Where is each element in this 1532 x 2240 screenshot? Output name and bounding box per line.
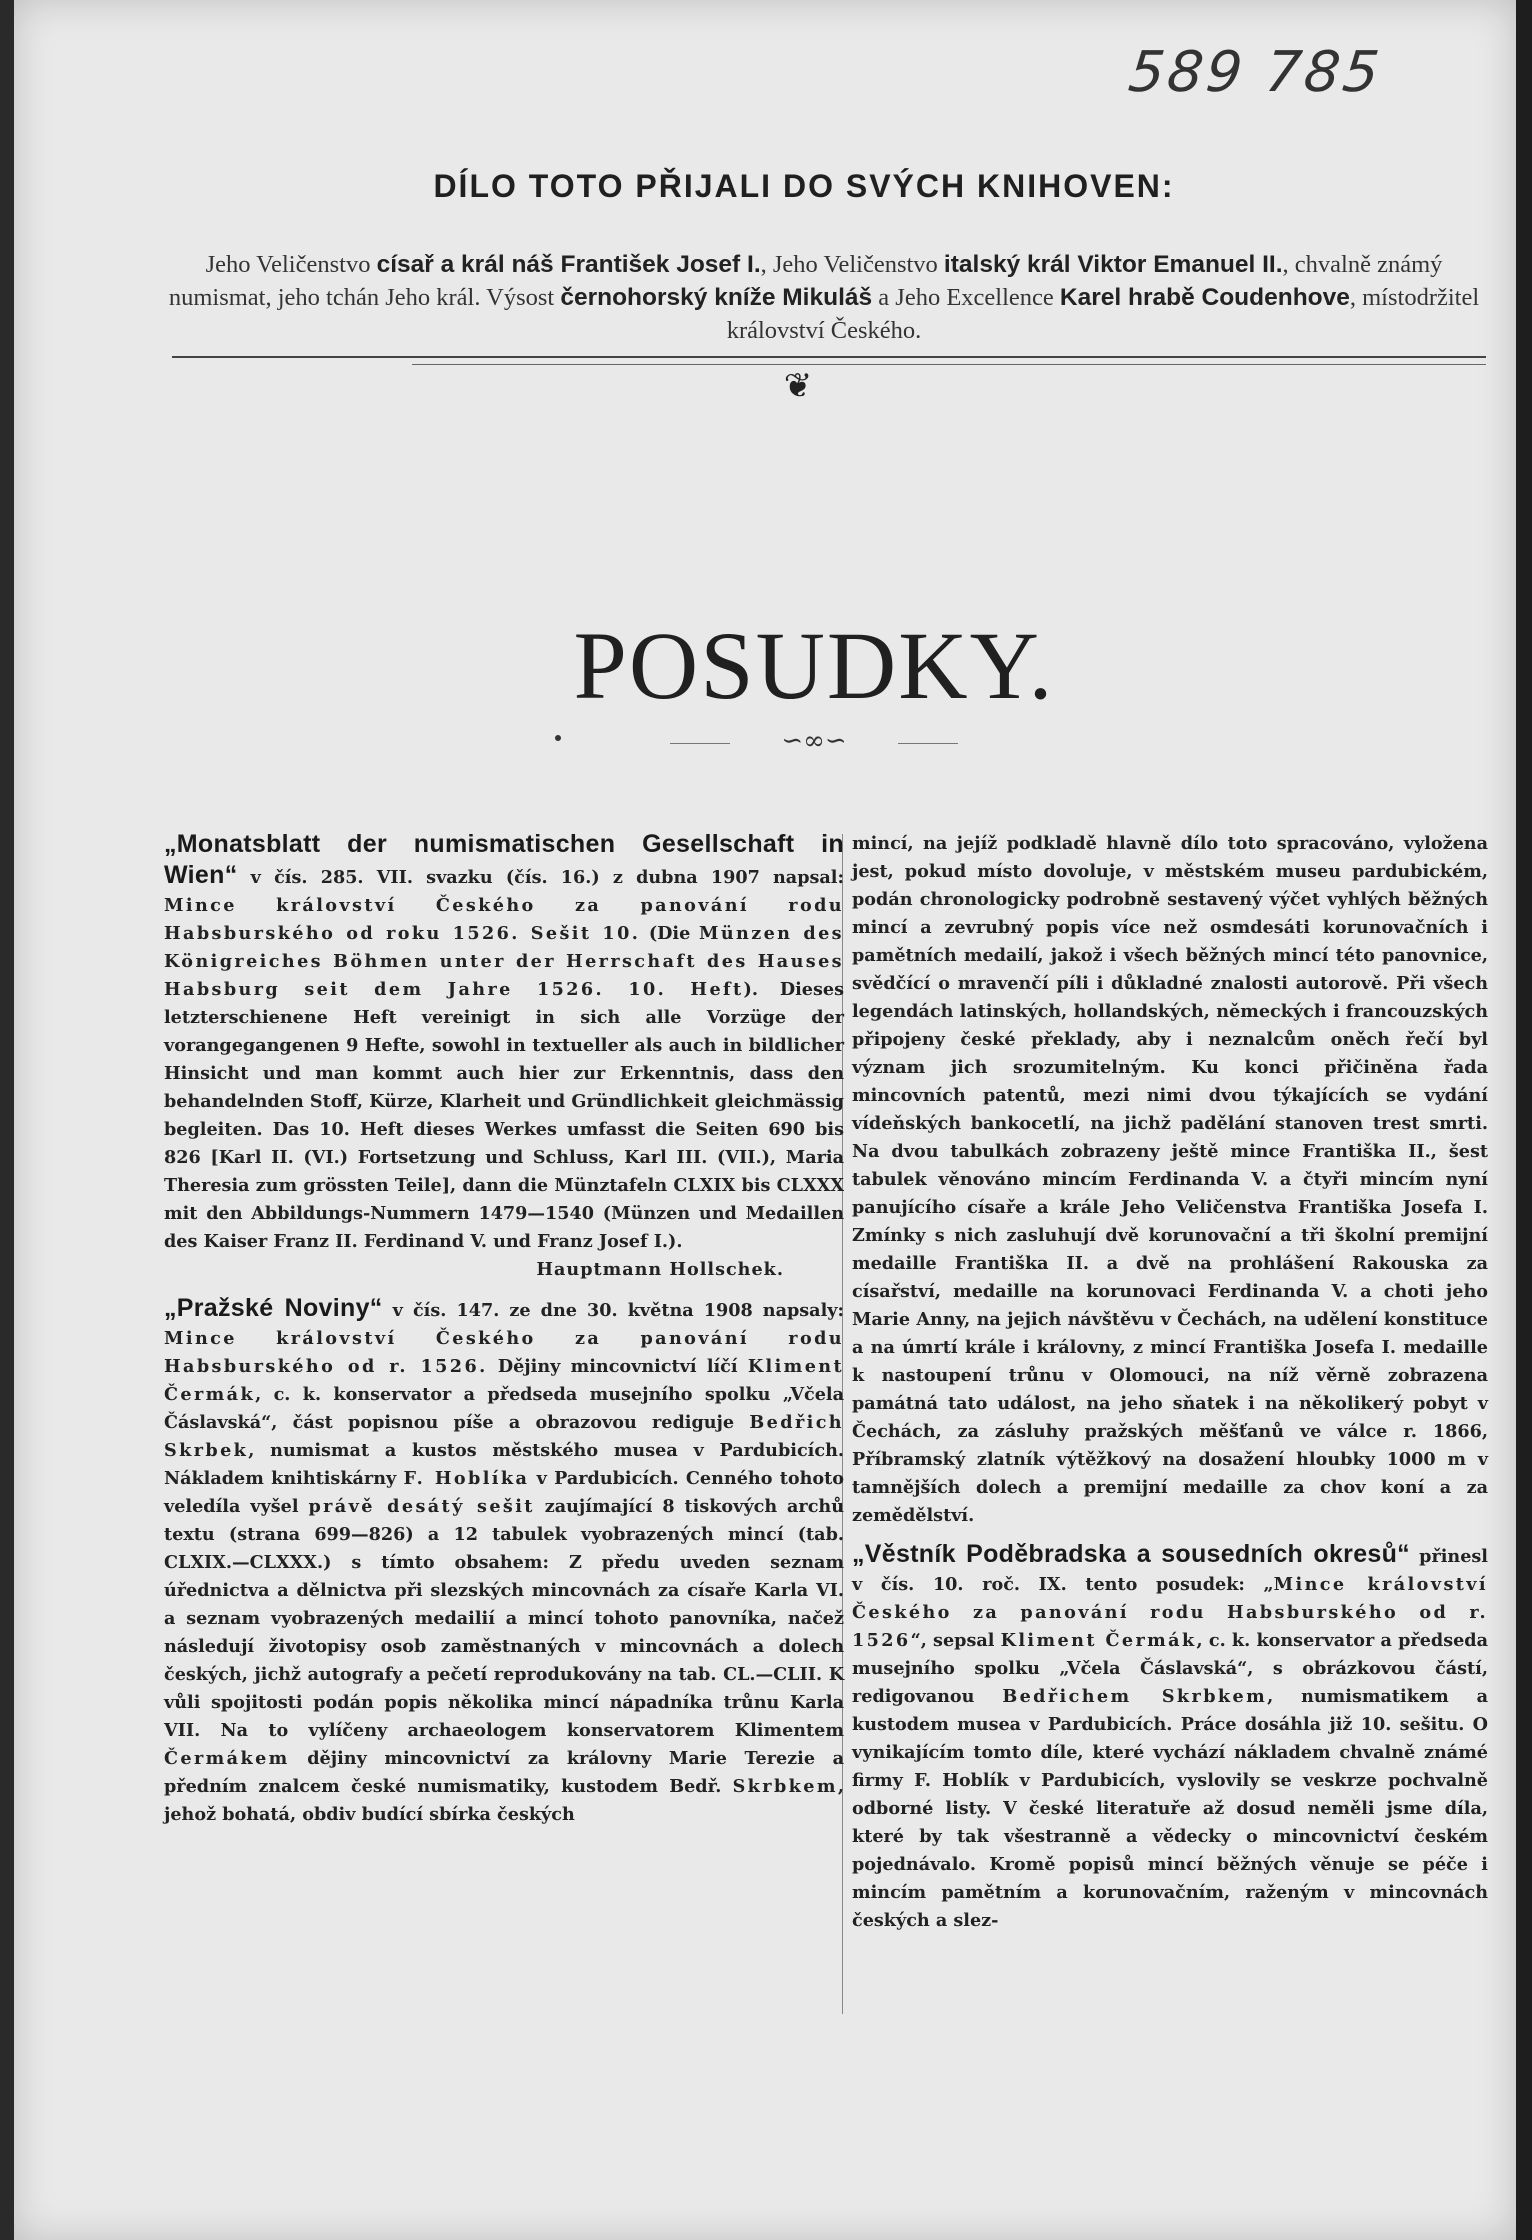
- fleuron-ornament: ❦: [783, 366, 813, 406]
- left-column: [164, 830, 844, 1829]
- right-column: [852, 830, 1488, 1935]
- acceptance-heading: DÍLO TOTO PŘIJALI DO SVÝCH KNIHOVEN:: [433, 168, 1175, 204]
- review-source: „Monatsblatt der numismatischen Gesellschaft in Wien“: [164, 830, 844, 889]
- review-prazske-noviny-continued: mincí, na jejíž podkladě hlavně dílo toto spracováno, vyložena jest, pokud místo dovoluje, v městském museu pardubickém, podán chronologicky podrobně sestavený výčet vyhlých běžných mincí a zevrubný popis více než osmdesáti korunovačních i pamětních medailí, jakož i všech běžných mincí této panovnice, svědčící o mravenčí píli i důkladné znalosti autorově. Při všech legendách latinských, hollandských, německých i francouzských připojeny české překlady, aby i neznalcům oněch řečí byl význam jich srozumitelným. Ku konci přičiněna řada mincovních patentů, mezi nimi dvou týkajících se vydání vídeňských bankocetlí, na jichž padělání stanoven trest smrti. Na dvou tabulkách zobrazeny ještě mince Františka II., šest tabulek věnováno mincím Ferdinanda V. a čtyři mincím nyní panujícího císaře a krále Jeho Veličenstva Františka Josefa I. Zmínky s nich zasluhují dvě korunovační a tři školní premijní medaille Františka II. a dvě na prohlášení Rakouska za císařství, medaille na korunovaci Ferdinanda V. a choti jeho Marie Anny, na jejich návštěvu v Čechách, na udělení konstituce a na úmrtí krále i královny, z mincí Františka Josefa I. medaille k nastoupení trůnu v Olomouci, na níž věrně zobrazena památná tato událost, na jeho sňatek i na několikerý pobyt v Čechách, za zásluhy pražských měšťanů ve válce r. 1866, Příbramský zlatník výtěžkový na dosažení hloubky 1000 m v tamnějších dolech a premijní medaille za chov koní a za zemědělství.: [852, 833, 1488, 1526]
- shelfmark-number: 589 785: [1125, 40, 1385, 105]
- document-page: [14, 0, 1516, 2240]
- divider-ornament: ∽∞∽: [724, 726, 904, 756]
- review-source: „Věstník Poděbradska a sousedních okresů“: [852, 1540, 1410, 1568]
- ink-dot: [555, 735, 561, 741]
- header-rule-thin: [412, 364, 1486, 365]
- scan-edge-left: [0, 0, 14, 2240]
- header-rule: [172, 356, 1486, 358]
- review-monatsblatt: „Monatsblatt der numismatischen Gesellschaft in Wien“ v čís. 285. VII. svazku (čís. 16.) z dubna 1907 napsal: Mince království Českého za panování rodu Habsburského od roku 1526. Sešit 10. (Die Münzen des Königreiches Böhmen unter der Herrschaft des Hauses Habsburg seit dem Jahre 1526. 10. Heft). Dieses letzterschienene Heft vereinigt in sich alle Vorzüge der vorangegangenen 9 Hefte, sowohl in textueller als auch in bildlicher Hinsicht und man kommt auch hier zur Erkenntnis, dass den behandelnden Stoff, Kürze, Klarheit und Gründlichkeit gleichmässig begleiten. Das 10. Heft dieses Werkes umfasst die Seiten 690 bis 826 [Karl II. (VI.) Fortsetzung und Schluss, Karl III. (VII.), Maria Theresia zum grössten Teile], dann die Münztafeln CLXIX bis CLXXX mit den Abbildungs-Nummern 1479—1540 (Münzen und Medaillen des Kaiser Franz II. Ferdinand V. und Franz Josef I.).: [164, 830, 844, 1252]
- review-vestnik-podebradska: „Věstník Poděbradska a sousedních okresů“ přinesl v čís. 10. roč. IX. tento posudek: „Mince království Českého za panování rodu Habsburského od r. 1526“, sepsal Kliment Čermák, c. k. konservator a předseda musejního spolku „Včela Čáslavská“, s obrázkovou částí, redigovanou Bedřichem Skrbkem, numismatikem a kustodem musea v Pardubicích. Práce dosáhla již 10. sešitu. O vynikajícím tomto díle, které vychází nákladem chvalně známé firmy F. Hoblík v Pardubicích, vyslovily se veskrze pochvalně odborné listy. V české literatuře až dosud neměli jsme díla, které by tak všestranně a vědecky o mincovnictví českém pojednávalo. Kromě popisů mincí běžných věnuje se péče i mincím pamětním a korunovačním, raženým v mincovnách českých a slez-: [852, 1540, 1488, 1931]
- acceptance-text: Jeho Veličenstvo císař a král náš František Josef I., Jeho Veličenstvo italský král Viktor Emanuel II., chvalně známý numismat, jeho tchán Jeho král. Výsost černohorský kníže Mikuláš a Jeho Excellence Karel hrabě Coudenhove, místodržitel království Českého.: [168, 251, 1480, 344]
- review-signature: Hauptmann Hollschek.: [536, 1259, 784, 1280]
- scan-edge-right: [1516, 0, 1532, 2240]
- review-source: „Pražské Noviny“: [164, 1294, 383, 1322]
- review-prazske-noviny: „Pražské Noviny“ v čís. 147. ze dne 30. května 1908 napsaly: Mince království Českého za panování rodu Habsburského od r. 1526. Dějiny mincovnictví líčí Kliment Čermák, c. k. konservator a předseda musejního spolku „Včela Čáslavská“, část popisnou píše a obrazovou rediguje Bedřich Skrbek, numismat a kustos městského musea v Pardubicích. Nákladem knihtiskárny F. Hoblíka v Pardubicích. Cenného tohoto veledíla vyšel právě desátý sešit zaujímající 8 tiskových archů textu (strana 699—826) a 12 tabulek vyobrazených mincí (tab. CLXIX.—CLXXX.) s tímto obsahem: Z předu uveden seznam úřednictva a dělnictva při slezských mincovnách za císaře Karla VI. a seznam vyobrazených medailií a mincí tohoto panovníka, načež následují životopisy osob zaměstnaných v mincovnách a dolech českých, jichž autografy a pečetí reprodukovány na tab. CL.—CLII. K vůli spojitosti podán popis několika mincí nápadníka trůnu Karla VII. Na to vylíčeny archaeologem konservatorem Klimentem Čermákem dějiny mincovnictví za královny Marie Terezie a předním znalcem české numismatiky, kustodem Bedř. Skrbkem, jehož bohatá, obdiv budící sbírka českých: [164, 1294, 845, 1825]
- page-title: POSUDKY.: [573, 612, 1055, 719]
